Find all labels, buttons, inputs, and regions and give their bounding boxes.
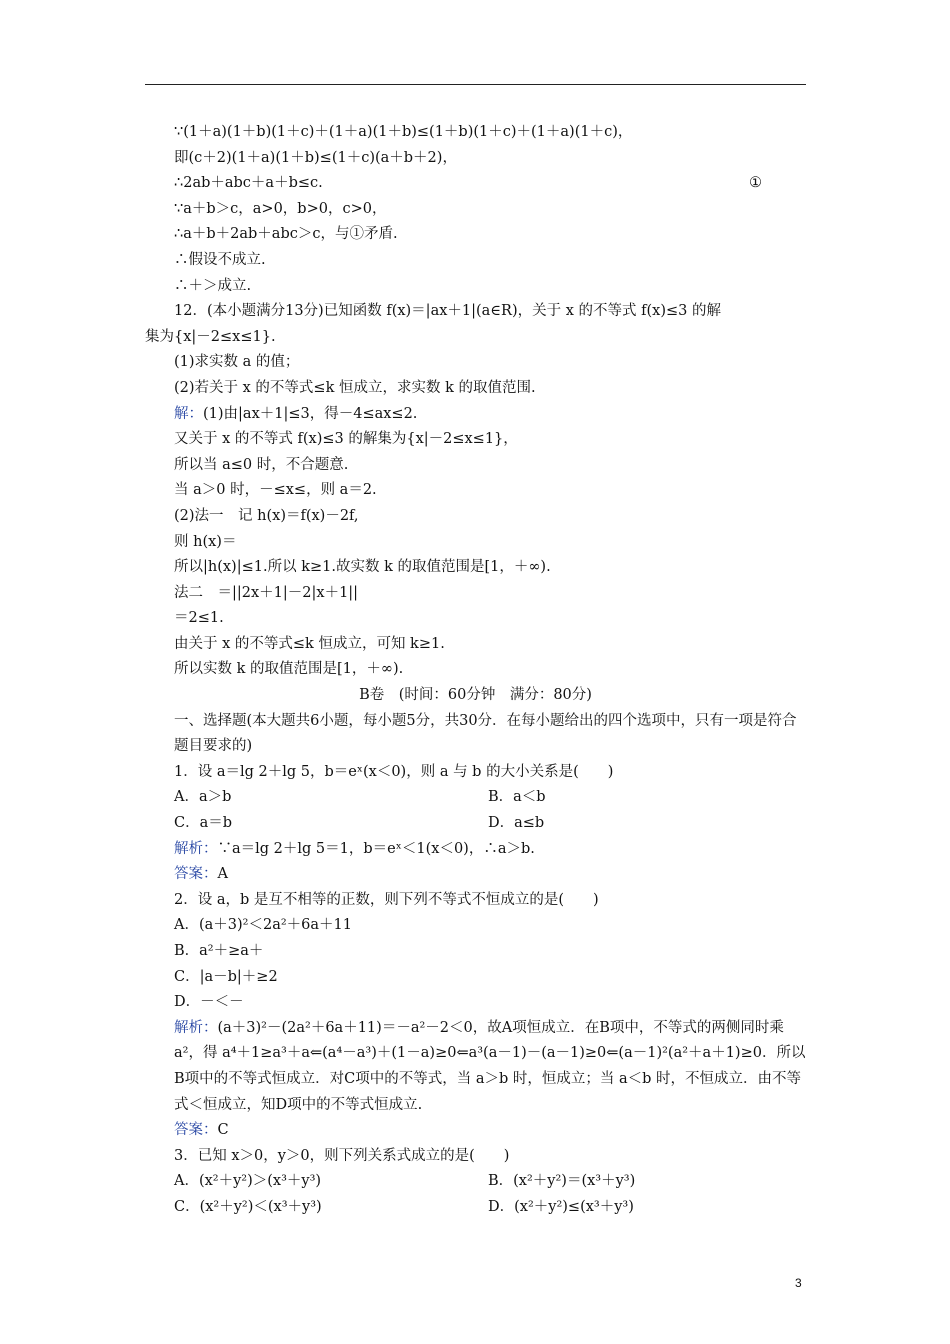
q12-stem-cont: 集为{x|－2≤x≤1}. xyxy=(145,328,276,345)
solution-label: 解： xyxy=(174,405,203,422)
option-d: D．－＜－ xyxy=(174,994,244,1011)
question-3-stem: 3．已知 x＞0，y＞0，则下列关系式成立的是( ) xyxy=(174,1147,510,1164)
option-a: A．(x²＋y²)＞(x³＋y³) xyxy=(174,1173,322,1190)
q12-sol-line: 所以|h(x)|≤1.所以 k≥1.故实数 k 的取值范围是[1，＋∞). xyxy=(174,559,551,576)
page-content xyxy=(145,120,806,1221)
question-2-analysis xyxy=(145,1016,806,1118)
analysis-text: (a＋3)²－(2a²＋6a＋11)＝－a²－2＜0，故A项恒成立．在B项中，不等式的两侧同时乘 a²，得 a⁴＋1≥a³＋a⇐(a⁴－a³)＋(1－a)≥0⇐a³(a－1)－(a－1)≥0⇐(a－1)²(a²＋a＋1)≥0．所以B项中的不等式恒成立．对C项中的不等式，当 a＞b 时，恒成立；当 a＜b 时，不恒成立．由不等式＜恒成立，知D项中的不等式恒成立. xyxy=(174,1019,806,1113)
option-c: C．|a－b|＋≥2 xyxy=(174,968,278,985)
q12-stem: 12．(本小题满分13分)已知函数 f(x)＝|ax＋1|(a∈R)，关于 x 的不等式 f(x)≤3 的解 xyxy=(174,303,721,320)
question-3-options-row-1 xyxy=(145,1169,806,1195)
q12-part2: (2)若关于 x 的不等式≤k 恒成立，求实数 k 的取值范围. xyxy=(174,379,536,396)
q12-part1: (1)求实数 a 的值； xyxy=(174,354,300,371)
proof-line-3 xyxy=(145,171,806,197)
analysis-label: 解析： xyxy=(174,840,218,857)
proof-line-1: ∵(1＋a)(1＋b)(1＋c)＋(1＋a)(1＋b)≤(1＋b)(1＋c)＋(1＋a)(1＋c)， xyxy=(174,124,633,140)
q12-sol-line: 所以实数 k 的取值范围是[1，＋∞). xyxy=(174,661,404,678)
question-1-options-row-2 xyxy=(145,811,806,837)
option-a: A．a＞b xyxy=(174,789,232,806)
proof-line-5: ∴a＋b＋2ab＋abc＞c，与①矛盾. xyxy=(174,226,398,243)
q12-sol-line: 又关于 x 的不等式 f(x)≤3 的解集为{x|－2≤x≤1}， xyxy=(174,431,518,448)
question-1-options-row-1 xyxy=(145,785,806,811)
q12-solution-1 xyxy=(145,402,806,428)
question-2-stem: 2．设 a，b 是互不相等的正数，则下列不等式不恒成立的是( ) xyxy=(174,891,599,908)
proof-line-7: ∴＋＞成立. xyxy=(174,277,252,294)
answer-label: 答案： xyxy=(174,866,218,883)
proof-line-3-text: ∴2ab＋abc＋a＋b≤c. xyxy=(174,175,323,192)
option-c: C．a＝b xyxy=(174,815,233,832)
analysis-text: ∵a＝lg 2＋lg 5＝1，b＝eˣ＜1(x＜0)，∴a＞b. xyxy=(217,840,535,857)
answer-label: 答案： xyxy=(174,1122,218,1139)
circle-mark: ① xyxy=(749,175,762,192)
question-2-answer xyxy=(145,1118,806,1144)
question-1-answer xyxy=(145,862,806,888)
proof-line-2: 即(c＋2)(1＋a)(1＋b)≤(1＋c)(a＋b＋2)， xyxy=(174,149,457,166)
q12-sol-line: 法二 ＝||2x＋1|－2|x＋1|| xyxy=(174,584,359,601)
header-rule xyxy=(145,84,806,85)
option-b: B．a²＋≥a＋ xyxy=(174,943,264,959)
question-1-stem: 1．设 a＝lg 2＋lg 5，b＝eˣ(x＜0)，则 a 与 b 的大小关系是( ) xyxy=(174,763,614,780)
page-number: 3 xyxy=(795,1276,802,1290)
question-1-analysis xyxy=(145,837,806,863)
option-c: C．(x²＋y²)＜(x³＋y³) xyxy=(174,1198,322,1215)
q12-sol-line: 由关于 x 的不等式≤k 恒成立，可知 k≥1. xyxy=(174,635,445,652)
option-d: D．(x²＋y²)≤(x³＋y³) xyxy=(488,1198,634,1215)
option-d: D．a≤b xyxy=(488,815,545,832)
proof-line-6: ∴假设不成立. xyxy=(174,251,266,268)
answer-value: C xyxy=(217,1122,229,1139)
q12-sol-line: 当 a＞0 时，－≤x≤，则 a＝2. xyxy=(174,482,377,499)
q12-sol-line: ＝2≤1. xyxy=(174,610,224,627)
solution-text: (1)由|ax＋1|≤3，得－4≤ax≤2. xyxy=(203,405,418,422)
option-b: B．(x²＋y²)＝(x³＋y³) xyxy=(488,1173,636,1190)
section-b-intro: 一、选择题(本大题共6小题，每小题5分，共30分．在每小题给出的四个选项中，只有一项是符合题目要求的) xyxy=(174,712,797,755)
q12-sol-line: 则 h(x)＝ xyxy=(174,533,237,550)
option-a: A．(a＋3)²＜2a²＋6a＋11 xyxy=(174,917,352,934)
question-3-options-row-2 xyxy=(145,1195,806,1221)
q12-sol-line: 所以当 a≤0 时，不合题意. xyxy=(174,456,349,473)
answer-value: A xyxy=(217,866,228,883)
proof-line-4: ∵a＋b＞c，a>0，b>0，c>0， xyxy=(174,200,387,217)
analysis-label: 解析： xyxy=(174,1019,218,1036)
option-b: B．a＜b xyxy=(488,789,546,806)
section-b-title: B卷 (时间：60分钟 满分：80分) xyxy=(359,687,592,704)
q12-sol-line: (2)法一 记 h(x)＝f(x)－2f, xyxy=(174,507,359,524)
